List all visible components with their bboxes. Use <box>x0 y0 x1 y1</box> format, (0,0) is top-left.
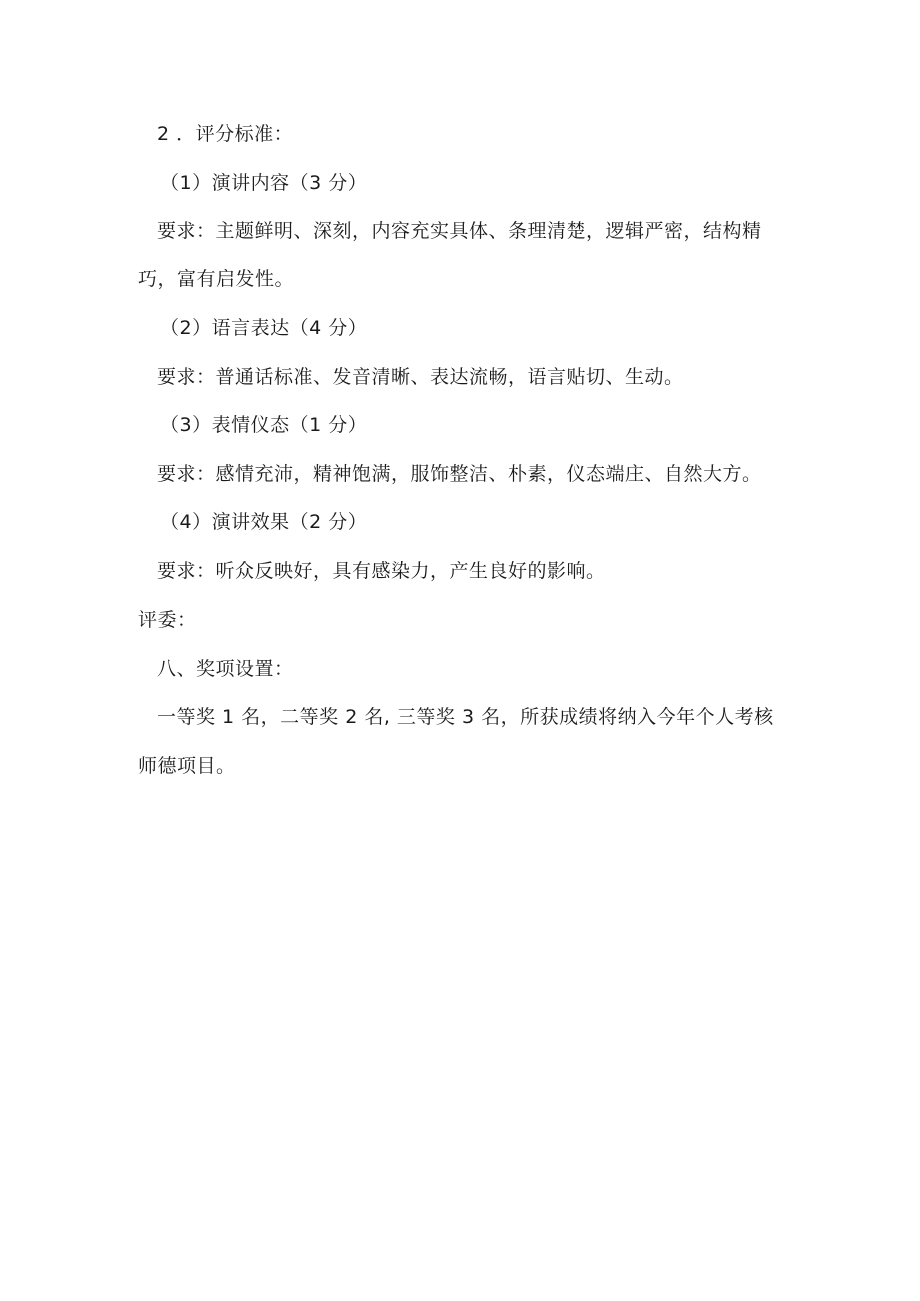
criterion-4-requirement: 要求：听众反映好，具有感染力，产生良好的影响。 <box>157 560 606 582</box>
criterion-2-heading: （2）语言表达（4 分） <box>160 317 368 339</box>
criterion-1-requirement-continued: 巧，富有启发性。 <box>138 268 295 290</box>
criterion-1-requirement: 要求：主题鲜明、深刻，内容充实具体、条理清楚，逻辑严密，结构精 <box>157 220 762 242</box>
criterion-2-requirement: 要求：普通话标准、发音清晰、表达流畅，语言贴切、生动。 <box>157 366 684 388</box>
criterion-3-requirement: 要求：感情充沛，精神饱满，服饰整洁、朴素，仪态端庄、自然大方。 <box>157 463 762 485</box>
awards-description: 一等奖 1 名，二等奖 2 名, 三等奖 3 名，所获成绩将纳入今年个人考核 <box>157 706 774 728</box>
criterion-1-heading: （1）演讲内容（3 分） <box>160 172 368 194</box>
criterion-3-heading: （3）表情仪态（1 分） <box>160 414 368 436</box>
awards-description-continued: 师德项目。 <box>138 755 236 777</box>
scoring-standard-title: 2 ．评分标准： <box>157 123 294 145</box>
judges-label: 评委： <box>138 609 197 631</box>
criterion-4-heading: （4）演讲效果（2 分） <box>160 511 368 533</box>
awards-title: 八、奖项设置： <box>157 658 294 680</box>
